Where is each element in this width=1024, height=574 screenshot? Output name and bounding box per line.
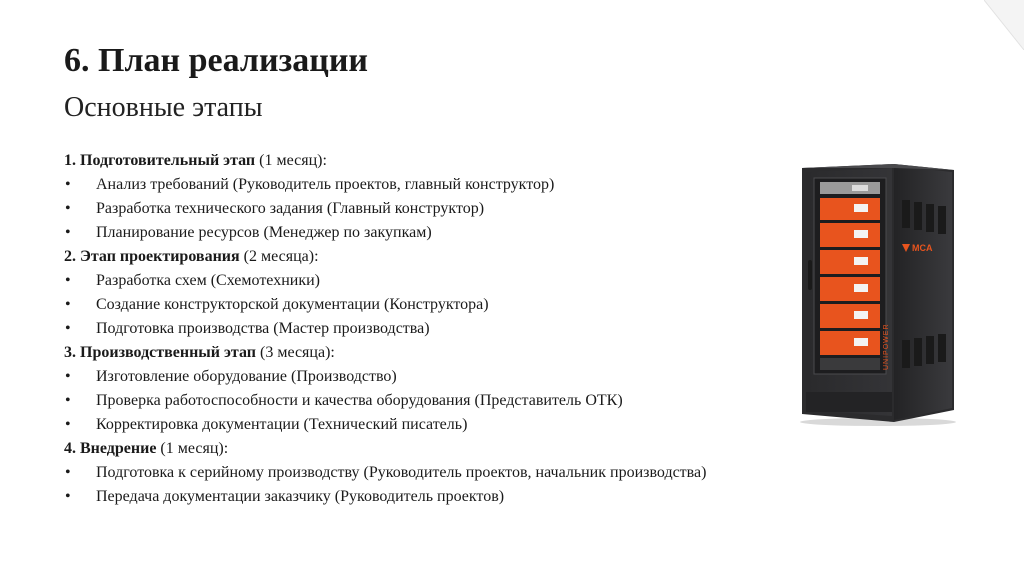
bullet-marker: •	[65, 320, 71, 337]
bullet-marker: •	[65, 416, 71, 433]
list-item-text: Разработка схем (Схемотехники)	[96, 272, 320, 289]
list-item-text: Изготовление оборудование (Производство)	[96, 368, 397, 385]
bullet-marker: •	[65, 464, 71, 481]
list-item-text: Разработка технического задания (Главный конструктор)	[96, 200, 485, 217]
list-item	[64, 197, 764, 221]
side-brand-text: UNIPOWER	[883, 323, 890, 370]
bullet-marker: •	[65, 200, 71, 217]
stages-list	[64, 149, 764, 509]
stage-2-duration: (2 месяца):	[239, 248, 319, 265]
list-item	[64, 317, 764, 341]
bullet-marker: •	[65, 368, 71, 385]
bullet-marker: •	[65, 224, 71, 241]
power-cabinet-image	[798, 160, 958, 426]
page-curl-corner	[984, 0, 1024, 50]
stage-3-name: 3. Производственный этап	[64, 344, 256, 361]
slide-subtitle: Основные этапы	[64, 92, 263, 123]
list-item-text: Анализ требований (Руководитель проектов, главный конструктор)	[96, 176, 555, 193]
bullet-marker: •	[65, 176, 71, 193]
list-item	[64, 389, 764, 413]
list-item	[64, 461, 776, 485]
list-item-text: Проверка работоспособности и качества оборудования (Представитель ОТК)	[96, 392, 623, 409]
stage-1-duration: (1 месяц):	[255, 152, 327, 169]
stage-2-heading	[64, 245, 764, 269]
stage-4-name: 4. Внедрение	[64, 440, 157, 457]
list-item-text: Создание конструкторской документации (Конструктора)	[96, 296, 489, 313]
list-item-text: Подготовка производства (Мастер производства)	[96, 320, 430, 337]
stage-2-name: 2. Этап проектирования	[64, 248, 240, 265]
list-item-text: Корректировка документации (Технический писатель)	[96, 416, 468, 433]
bullet-marker: •	[65, 272, 71, 289]
list-item	[64, 269, 764, 293]
bullet-marker: •	[65, 392, 71, 409]
list-item-text: Планирование ресурсов (Менеджер по закупкам)	[96, 224, 432, 241]
stage-3-duration: (3 месяца):	[255, 344, 335, 361]
list-item	[64, 365, 764, 389]
list-item	[64, 293, 764, 317]
stage-4-heading	[64, 437, 764, 461]
stage-4-duration: (1 месяц):	[156, 440, 229, 457]
bullet-marker: •	[65, 488, 71, 505]
list-item-text: Подготовка к серийному производству (Руководитель проектов, начальник производства)	[96, 464, 707, 481]
list-item	[64, 221, 764, 245]
list-item	[64, 413, 764, 437]
brand-logo-text: MCA	[912, 243, 933, 253]
stage-1-name: 1. Подготовительный этап	[64, 152, 256, 169]
slide-title: 6. План реализации	[64, 42, 369, 79]
list-item-text: Передача документации заказчику (Руководитель проектов)	[96, 488, 505, 505]
list-item	[64, 173, 764, 197]
stage-3-heading	[64, 341, 764, 365]
bullet-marker: •	[65, 296, 71, 313]
stage-1-heading	[64, 149, 764, 173]
list-item	[64, 485, 764, 509]
